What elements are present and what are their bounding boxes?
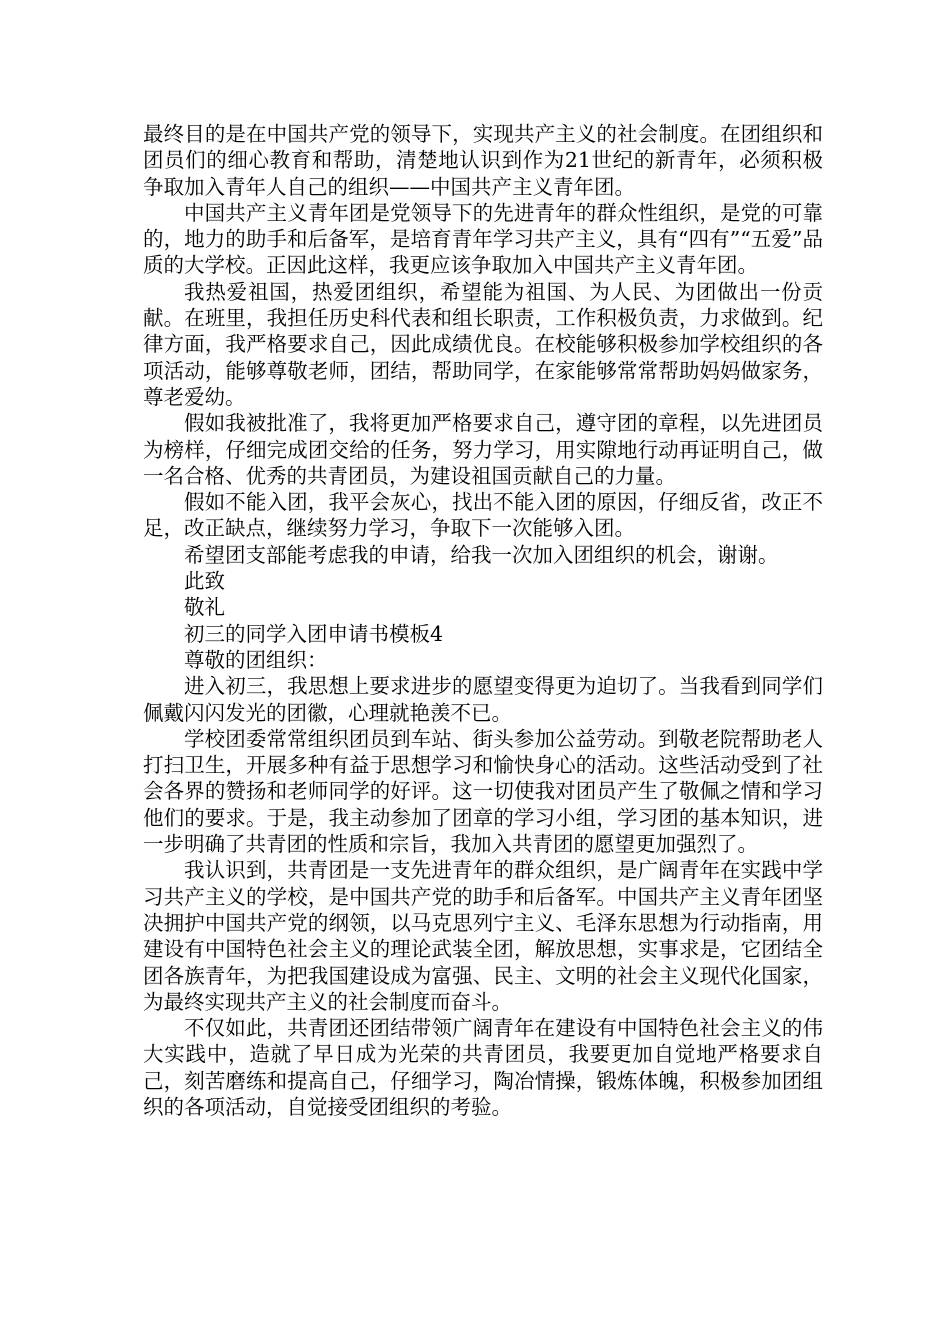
paragraph-if-rejected: 假如不能入团，我平会灰心，找出不能入团的原因，仔细反省，改正不足，改正缺点，继续努力学习，争取下一次能够入团。 [143, 490, 823, 541]
paragraph-request: 希望团支部能考虑我的申请，给我一次加入团组织的机会，谢谢。 [184, 542, 779, 567]
section-title: 初三的同学入团申请书模板4 [184, 621, 444, 646]
paragraph-personal-performance: 我热爱祖国，热爱团组织，希望能为祖国、为人民、为团做出一份贡献。在班里，我担任历史科代表和组长职责，工作积极负责，力求做到。纪律方面，我严格要求自己，因此成绩优良。在校能够积极参加学校组织的各项活动，能够尊敬老师，团结，帮助同学，在家能够常常帮助妈妈做家务，尊老爱幼。 [143, 279, 823, 409]
closing-salutation-2: 敬礼 [184, 595, 225, 620]
document-page [143, 121, 823, 1120]
paragraph-commitment: 不仅如此，共青团还团结带领广阔青年在建设有中国特色社会主义的伟大实践中，造就了早日成为光荣的共青团员，我要更加自觉地严格要求自己，刻苦磨练和提高自己，仔细学习，陶冶情操，锻炼体魄，积极参加团组织的各项活动，自觉接受团组织的考验。 [143, 1016, 823, 1119]
paragraph-if-approved: 假如我被批准了，我将更加严格要求自己，遵守团的章程，以先进团员为榜样，仔细完成团交给的任务，努力学习，用实隙地行动再证明自己，做一名合格、优秀的共青团员，为建设祖国贡献自己的力量。 [143, 411, 823, 488]
closing-salutation-1: 此致 [184, 569, 225, 594]
paragraph-intro-continued: 最终目的是在中国共产党的领导下，实现共产主义的社会制度。在团组织和团员们的细心教育和帮助，清楚地认识到作为21世纪的新青年，必须积极争取加入青年人自己的组织——中国共产主义青年团。 [143, 122, 823, 199]
paragraph-understanding: 我认识到，共青团是一支先进青年的群众组织，是广阔青年在实践中学习共产主义的学校，是中国共产党的助手和后备军。中国共产主义青年团坚决拥护中国共产党的纲领，以马克思列宁主义、毛泽东思想为行动指南，用建设有中国特色社会主义的理论武装全团，解放思想，实事求是，它团结全团各族青年，为把我国建设成为富强、民主、文明的社会主义现代化国家，为最终实现共产主义的社会制度而奋斗。 [143, 858, 823, 1014]
greeting: 尊敬的团组织： [184, 647, 328, 672]
paragraph-motivation: 进入初三，我思想上要求进步的愿望变得更为迫切了。当我看到同学们佩戴闪闪发光的团徽，心理就艳羡不已。 [143, 674, 823, 725]
paragraph-school-activities: 学校团委常常组织团员到车站、街头参加公益劳动。到敬老院帮助老人打扫卫生，开展多种有益于思想学习和愉快身心的活动。这些活动受到了社会各界的赞扬和老师同学的好评。这一切使我对团员产生了敬佩之情和学习他们的要求。于是，我主动参加了团章的学习小组，学习团的基本知识，进一步明确了共青团的性质和宗旨，我加入共青团的愿望更加强烈了。 [143, 726, 823, 857]
paragraph-league-definition: 中国共产主义青年团是党领导下的先进青年的群众性组织，是党的可靠的，地力的助手和后备军，是培育青年学习共产主义，具有“四有”“五爱”品质的大学校。正因此这样，我更应该争取加入中国共产主义青年团。 [143, 200, 823, 278]
